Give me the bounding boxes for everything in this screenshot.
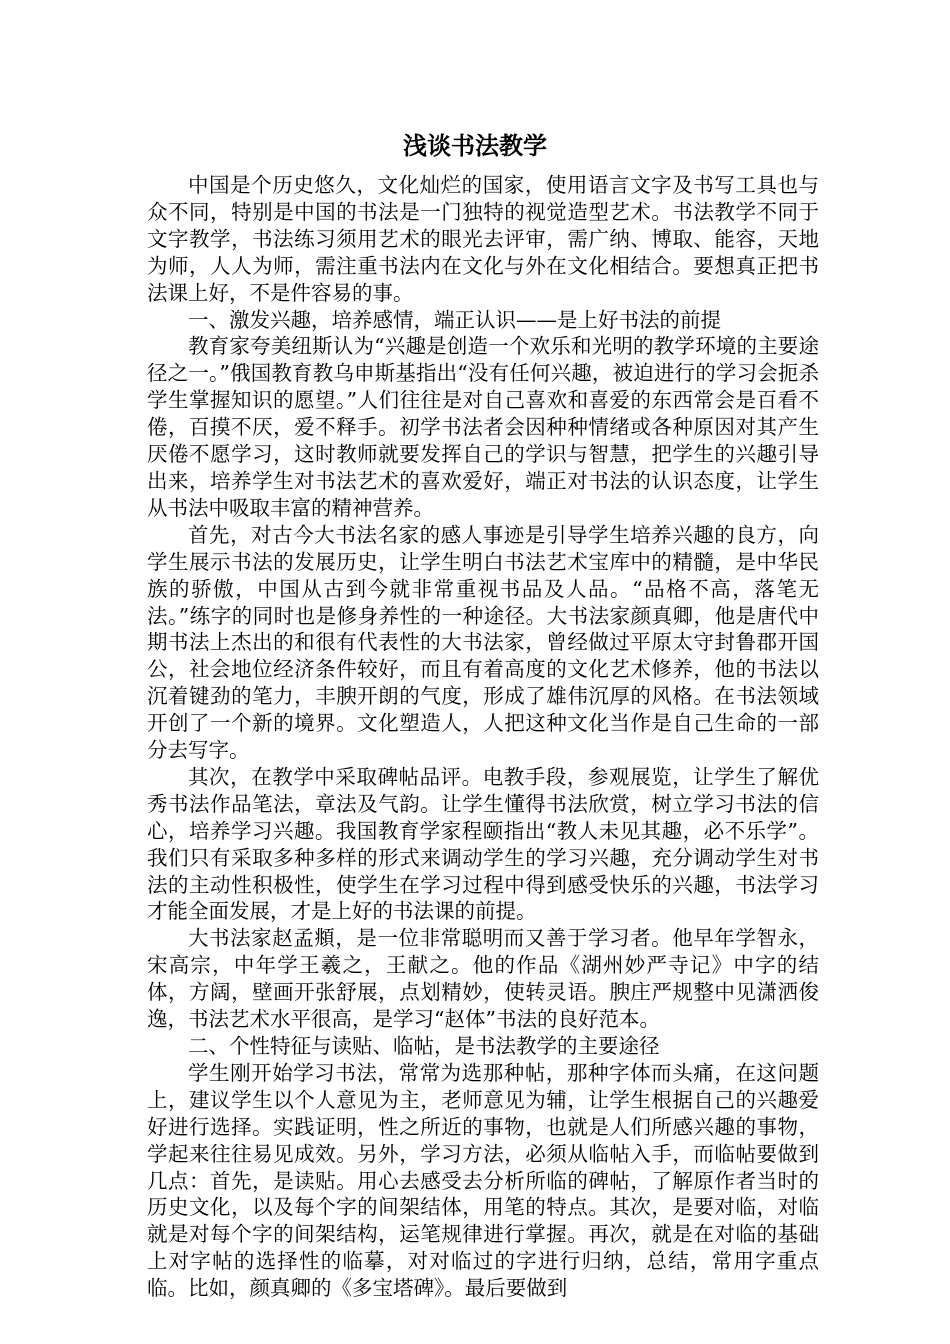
- document-body: [147, 172, 819, 1302]
- paragraph-second: 其次，在教学中采取碑帖品评。电教手段，参观展览，让学生了解优秀书法作品笔法，章法及气韵。让学生懂得书法欣赏，树立学习书法的信心，培养学习兴趣。我国教育学家程颐指出“教人未见其趣，必不乐学”。我们只有采取多种多样的形式来调动学生的学习兴趣，充分调动学生对书法的主动性积极性，使学生在学习过程中得到感受快乐的兴趣，书法学习才能全面发展，才是上好的书法课的前提。: [147, 764, 819, 924]
- document-title: 浅谈书法教学: [403, 131, 547, 160]
- section-heading-2: 二、个性特征与读贴、临帖，是书法教学的主要途径: [188, 1034, 660, 1058]
- paragraph-zhao-mengfu: 大书法家赵孟頫，是一位非常聪明而又善于学习者。他早年学智永，宋高宗，中年学王羲之，王献之。他的作品《湖州妙严寺记》中字的结体，方阔，壁画开张舒展，点划精妙，使转灵语。腴庄严规整中见潇洒俊逸，书法艺术水平很高，是学习“赵体”书法的良好范本。: [147, 926, 819, 1032]
- paragraph-copying: 学生刚开始学习书法，常常为选那种帖，那种字体而头痛，在这问题上，建议学生以个人意见为主，老师意见为辅，让学生根据自己的兴趣爱好进行选择。实践证明，性之所近的事物，也就是人们所感兴趣的事物，学起来往往易见成效。另外，学习方法，必须从临帖入手，而临帖要做到几点：首先，是读贴。用心去感受去分析所临的碑帖，了解原作者当时的历史文化，以及每个字的间架结体，用笔的特点。其次，是要对临，对临就是对每个字的间架结构，运笔规律进行掌握。再次，就是在对临的基础上对字帖的选择性的临摹，对对临过的字进行归纳，总结，常用字重点临。比如，颜真卿的《多宝塔碑》。最后要做到: [147, 1060, 819, 1301]
- paragraph-first: 首先，对古今大书法名家的感人事迹是引导学生培养兴趣的良方，向学生展示书法的发展历史，让学生明白书法艺术宝库中的精髓，是中华民族的骄傲，中国从古到今就非常重视书品及人品。“品格不高，落笔无法。”练字的同时也是修身养性的一种途径。大书法家颜真卿，他是唐代中期书法上杰出的和很有代表性的大书法家，曾经做过平原太守封鲁郡开国公，社会地位经济条件较好，而且有着高度的文化艺术修养，他的书法以沉着键劲的笔力，丰腴开朗的气度，形成了雄伟沉厚的风格。在书法领域开创了一个新的境界。文化塑造人，人把这种文化当作是自己生命的一部分去写字。: [147, 522, 819, 763]
- paragraph-intro: 中国是个历史悠久，文化灿烂的国家，使用语言文字及书写工具也与众不同，特别是中国的书法是一门独特的视觉造型艺术。书法教学不同于文字教学，书法练习须用艺术的眼光去评审，需广纳、博取、能容，天地为师，人人为师，需注重书法内在文化与外在文化相结合。要想真正把书法课上好，不是件容易的事。: [147, 173, 819, 305]
- paragraph-interest: 教育家夸美纽斯认为“兴趣是创造一个欢乐和光明的教学环境的主要途径之一。”俄国教育教乌申斯基指出“没有任何兴趣，被迫进行的学习会扼杀学生掌握知识的愿望。”人们往往是对自己喜欢和喜爱的东西常会是百看不倦，百摸不厌，爱不释手。初学书法者会因种种情绪或各种原因对其产生厌倦不愿学习，这时教师就要发挥自己的学识与智慧，把学生的兴趣引导出来，培养学生对书法艺术的喜欢爱好，端正对书法的认识态度，让学生从书法中吸取丰富的精神营养。: [147, 334, 819, 520]
- section-heading-1: 一、激发兴趣，培养感情，端正认识——是上好书法的前提: [188, 307, 721, 332]
